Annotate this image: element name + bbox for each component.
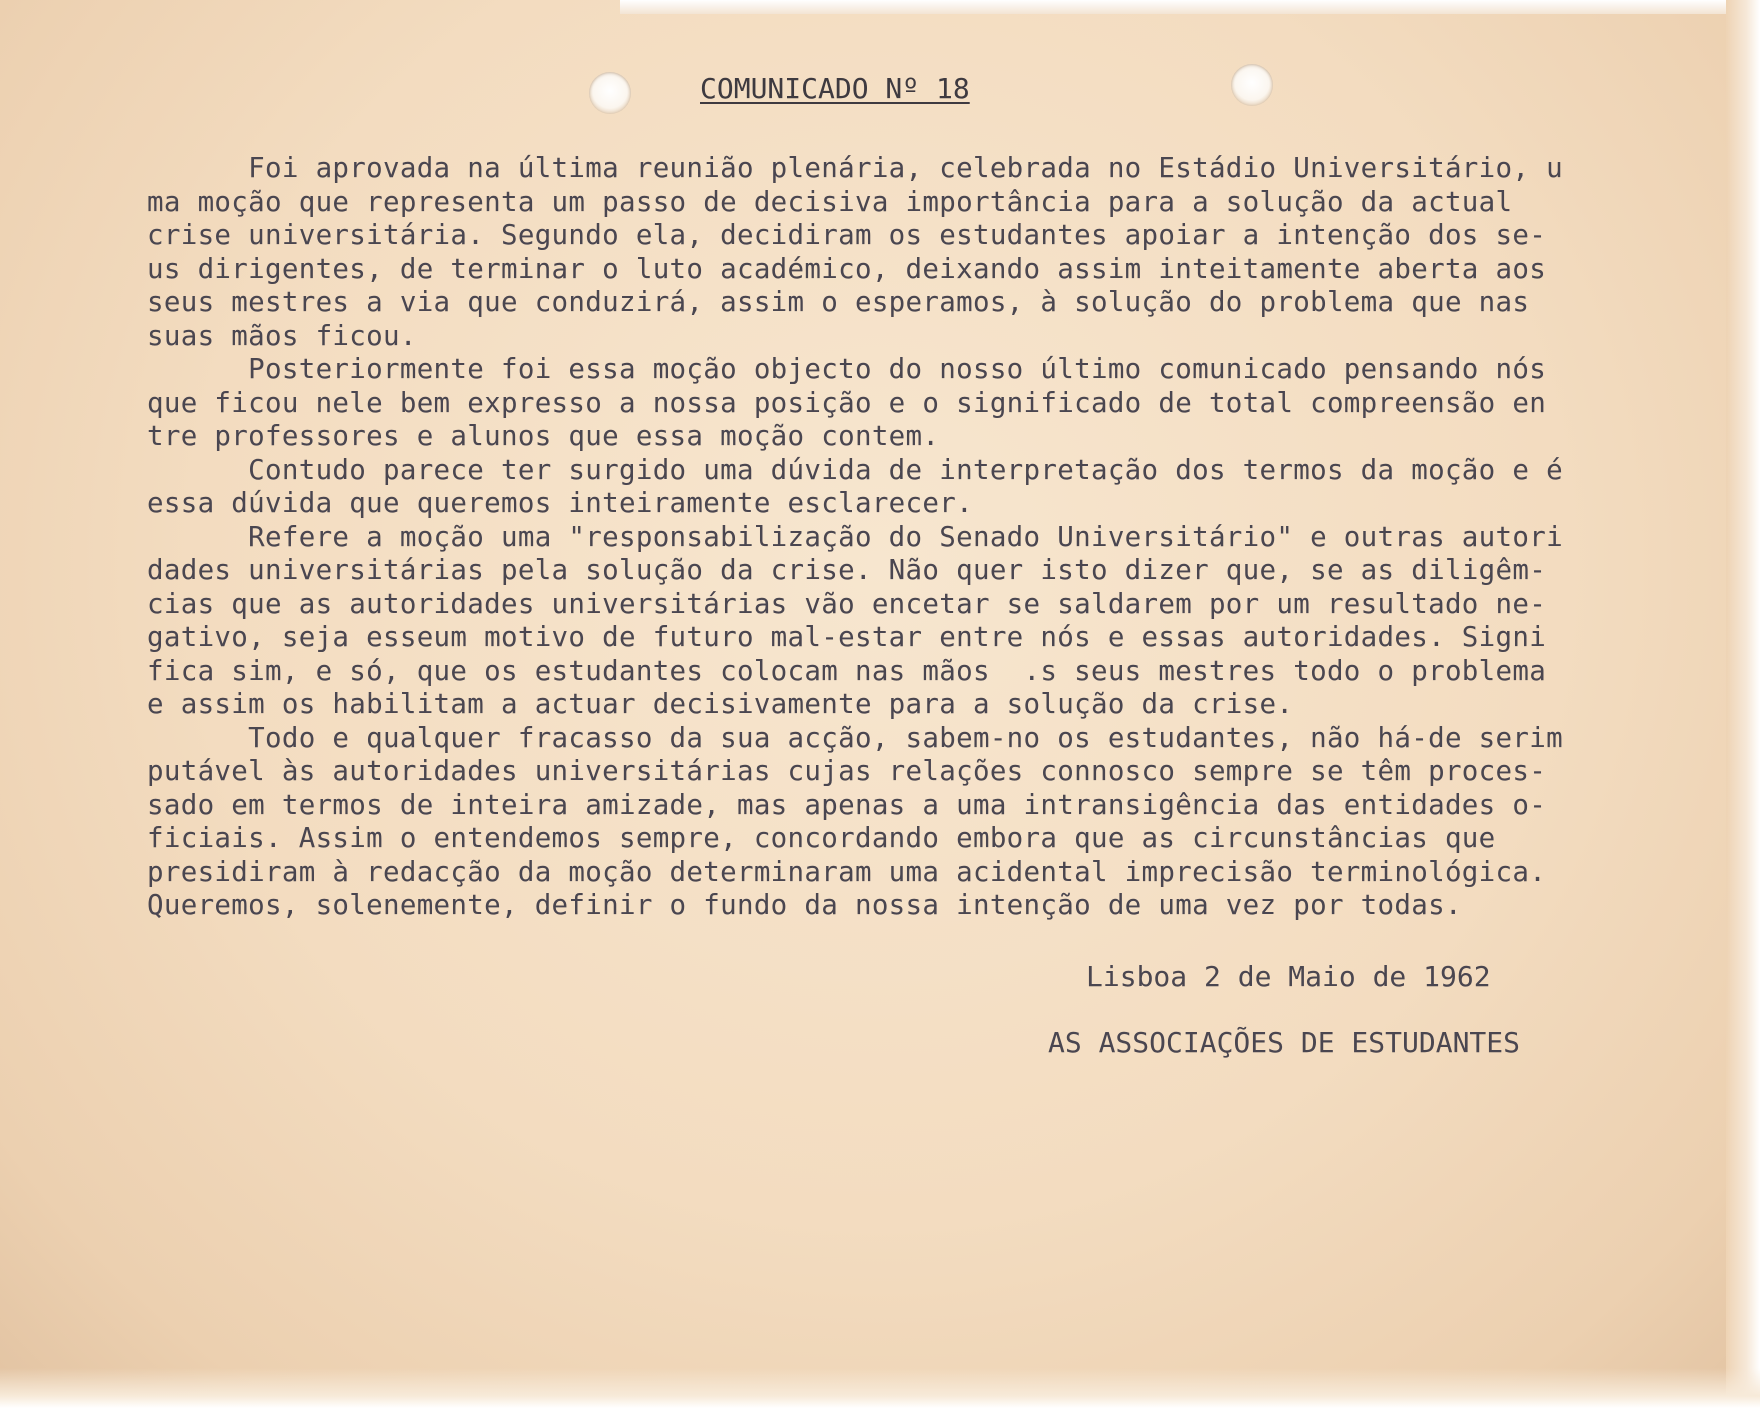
body-line: que ficou nele bem expresso a nossa posição e o significado de total compreensão en: [147, 386, 1547, 419]
document-body: [147, 152, 1667, 923]
body-line: suas mãos ficou.: [147, 319, 417, 352]
place-and-date: Lisboa 2 de Maio de 1962: [1086, 960, 1491, 993]
paper-bottom-edge: [0, 1368, 1760, 1408]
body-line: ficiais. Assim o entendemos sempre, concordando embora que as circunstâncias que: [147, 822, 1496, 854]
body-line: presidiram à redacção da moção determinaram uma acidental imprecisão terminológica.: [147, 855, 1547, 888]
body-line: gativo, seja esseum motivo de futuro mal-estar entre nós e essas autoridades. Signi: [147, 621, 1547, 653]
body-line: Todo e qualquer fracasso da sua acção, sabem-no os estudantes, não há-de serim: [147, 721, 1563, 754]
body-line: Foi aprovada na última reunião plenária, celebrada no Estádio Universitário, u: [147, 152, 1563, 184]
body-line: ma moção que representa um passo de decisiva importância para a solução da actual: [147, 185, 1513, 218]
body-line: tre professores e alunos que essa moção contem.: [147, 420, 940, 452]
paper-top-edge: [620, 0, 1760, 14]
paper-right-edge: [1726, 0, 1760, 1408]
body-line: dades universitárias pela solução da crise. Não quer isto dizer que, se as diligêm-: [147, 554, 1547, 586]
body-line: sado em termos de inteira amizade, mas apenas a uma intransigência das entidades o-: [147, 788, 1547, 821]
body-line: Refere a moção uma "responsabilização do Senado Universitário" e outras autori: [147, 520, 1563, 553]
body-line: seus mestres a via que conduzirá, assim o esperamos, à solução do problema que nas: [147, 286, 1530, 318]
punch-hole-left: [589, 72, 631, 114]
body-line: Posteriormente foi essa moção objecto do nosso último comunicado pensando nós: [147, 353, 1547, 385]
document-title: COMUNICADO Nº 18: [700, 72, 970, 105]
body-line: fica sim, e só, que os estudantes colocam nas mãos .s seus mestres todo o problema: [147, 654, 1547, 687]
body-line: cias que as autoridades universitárias vão encetar se saldarem por um resultado ne-: [147, 587, 1547, 620]
body-line: Contudo parece ter surgido uma dúvida de interpretação dos termos da moção e é: [147, 453, 1563, 486]
body-line: Queremos, solenemente, definir o fundo da nossa intenção de uma vez por todas.: [147, 889, 1462, 921]
body-line: crise universitária. Segundo ela, decidiram os estudantes apoiar a intenção dos se-: [147, 219, 1547, 251]
body-line: putável às autoridades universitárias cujas relações connosco sempre se têm proces-: [147, 755, 1547, 787]
body-line: e assim os habilitam a actuar decisivamente para a solução da crise.: [147, 688, 1294, 720]
body-line: us dirigentes, de terminar o luto académico, deixando assim inteitamente aberta aos: [147, 252, 1547, 285]
signature: AS ASSOCIAÇÕES DE ESTUDANTES: [1048, 1026, 1521, 1059]
body-line: essa dúvida que queremos inteiramente esclarecer.: [147, 487, 973, 519]
punch-hole-right: [1231, 64, 1273, 106]
